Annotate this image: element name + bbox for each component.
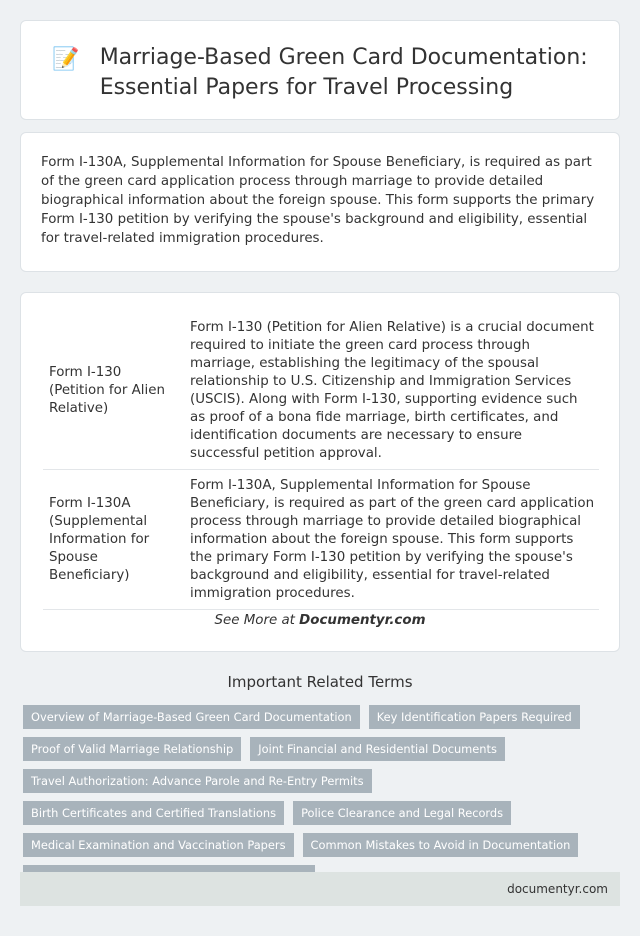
intro-card: [20, 132, 620, 272]
title-line-2: Essential Papers for Travel Processing: [99, 75, 514, 100]
document-table-card: [20, 292, 620, 652]
related-term-tag[interactable]: Medical Examination and Vaccination Papers: [23, 833, 294, 857]
see-more-site[interactable]: Documentyr.com: [299, 613, 426, 628]
related-term-tag[interactable]: Proof of Valid Marriage Relationship: [23, 737, 241, 761]
document-description: Form I-130A, Supplemental Information for Spouse Beneficiary, is required as part of the green card application process through marriage to provide detailed biographical information about the foreign spouse. This form supports the primary Form I-130 petition by verifying the spouse's background and eligibility, essential for travel-related immigration procedures.: [184, 470, 599, 610]
related-term-tag[interactable]: Overview of Marriage-Based Green Card Documentation: [23, 705, 360, 729]
table-row: [43, 470, 599, 610]
document-name: Form I-130A (Supplemental Information for Spouse Beneficiary): [43, 470, 184, 610]
document-description: Form I-130 (Petition for Alien Relative) is a crucial document required to initiate the green card process through marriage, establishing the legitimacy of the spousal relationship to U.S. Citizenship and Immigration Services (USCIS). Along with Form I-130, supporting evidence such as proof of a bona fide marriage, birth certificates, and identification documents are necessary to ensure successful petition approval.: [184, 313, 599, 470]
see-more-link[interactable]: [21, 613, 619, 628]
related-term-tag[interactable]: Travel Authorization: Advance Parole and Re-Entry Permits: [23, 769, 372, 793]
related-term-tag[interactable]: Police Clearance and Legal Records: [293, 801, 511, 825]
footer-site[interactable]: documentyr.com: [507, 882, 608, 896]
document-icon: 📝: [52, 47, 80, 72]
see-more-prefix: See More at: [214, 613, 300, 628]
intro-text: Form I-130A, Supplemental Information for Spouse Beneficiary, is required as part of the green card application process through marriage to provide detailed biographical information about the foreign spouse. This form supports the primary Form I-130 petition by verifying the spouse's background and eligibility, essential for travel-related immigration procedures.: [41, 155, 595, 246]
title-wrap: [21, 43, 619, 103]
footer: [20, 872, 620, 906]
related-term-tag[interactable]: Common Mistakes to Avoid in Documentation: [303, 833, 579, 857]
header-card: [20, 20, 620, 120]
document-name: Form I-130 (Petition for Alien Relative): [43, 313, 184, 470]
related-term-tag[interactable]: Birth Certificates and Certified Translations: [23, 801, 284, 825]
related-term-tag[interactable]: Key Identification Papers Required: [369, 705, 580, 729]
title-line-1: Marriage-Based Green Card Documentation:: [99, 45, 588, 70]
related-terms-list: [23, 705, 619, 889]
related-terms-title: Important Related Terms: [227, 673, 413, 691]
document-table: [43, 313, 599, 610]
related-term-tag[interactable]: Joint Financial and Residential Documents: [250, 737, 505, 761]
page-title: [100, 43, 588, 103]
table-row: [43, 313, 599, 470]
